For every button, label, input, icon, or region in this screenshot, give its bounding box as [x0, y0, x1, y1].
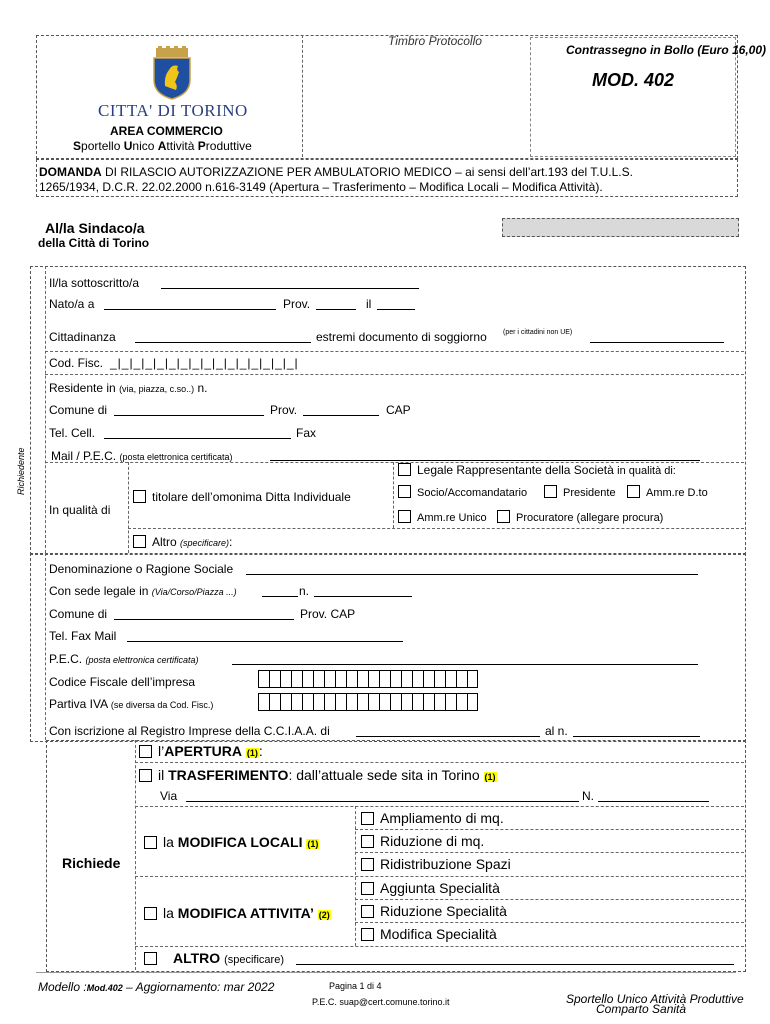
row-divider — [355, 899, 744, 900]
addressee-title: Al/la Sindaco/a — [45, 220, 145, 236]
row-divider — [45, 374, 744, 375]
richiedente-side-label: Richiedente — [16, 447, 26, 495]
apertura-checkbox[interactable] — [139, 745, 152, 758]
mod-number: MOD. 402 — [592, 70, 675, 90]
footer-pagina: Pagina 1 di 4 — [329, 981, 382, 991]
comune-label: Comune di — [49, 403, 108, 417]
birthdate-field[interactable] — [377, 309, 415, 310]
row-divider — [135, 806, 744, 807]
codfisc-field[interactable]: _|_|_|_|_|_|_|_|_|_|_|_|_|_|_|_| — [110, 356, 299, 370]
ridistribuzione-checkbox[interactable] — [361, 858, 374, 871]
registro-n-field[interactable] — [573, 736, 700, 737]
city-name: CITTA' DI TORINO — [98, 101, 248, 120]
contrassegno-label: Contrassegno in Bollo (Euro 16,00) — [566, 43, 767, 57]
piva-label: Partiva IVA (se diversa da Cod. Fisc.) — [49, 697, 214, 711]
footer-pec: P.E.C. suap@cert.comune.torino.it — [312, 997, 450, 1007]
sede-field[interactable] — [262, 596, 298, 597]
footer-comparto: Comparto Sanità — [596, 1002, 687, 1016]
estremi-label: estremi documento di soggiorno — [316, 330, 487, 344]
row-divider — [45, 351, 744, 352]
societa-comune-label: Comune di — [49, 607, 108, 621]
trasferimento-checkbox[interactable] — [139, 769, 152, 782]
societa-box — [30, 553, 746, 742]
prov2-field[interactable] — [303, 415, 379, 416]
estremi-note: (per i cittadini non UE) — [503, 329, 573, 336]
mail-field[interactable] — [270, 460, 700, 461]
ammredto-checkbox[interactable] — [627, 485, 640, 498]
row-divider — [128, 528, 744, 529]
ampliamento-option[interactable]: Ampliamento di mq. — [361, 810, 504, 826]
row-divider — [355, 829, 744, 830]
sede-label: Con sede legale in (Via/Corso/Piazza ...) — [49, 584, 237, 598]
fax-label: Fax — [296, 426, 317, 440]
modifica-locali-checkbox[interactable] — [144, 836, 157, 849]
richiede-altro-option[interactable]: ALTRO (specificare) — [144, 950, 284, 968]
piva-boxes[interactable] — [258, 693, 478, 711]
cittadinanza-label: Cittadinanza — [49, 330, 116, 344]
area-commercio: AREA COMMERCIO — [110, 124, 223, 138]
residente-label: Residente in (via, piazza, c.so..) n. — [49, 381, 208, 395]
apertura-option[interactable]: l’APERTURA (1): — [139, 743, 263, 761]
legale-option[interactable]: Legale Rappresentante della Società in qualità di: — [398, 463, 676, 478]
footer-suap: Sportello Unico Attività Produttive — [566, 992, 744, 1006]
socio-option[interactable]: Socio/Accomandatario — [398, 485, 527, 500]
comune-field[interactable] — [114, 415, 264, 416]
qualita-divider — [128, 462, 129, 553]
richiede-altro-checkbox[interactable] — [144, 952, 157, 965]
richiede-divider — [135, 740, 136, 970]
sottoscritto-field[interactable] — [161, 288, 419, 289]
il-label: il — [366, 297, 372, 311]
addressee-sub: della Città di Torino — [38, 236, 150, 250]
cf-boxes[interactable] — [258, 670, 478, 688]
riduzione-checkbox[interactable] — [361, 835, 374, 848]
denominazione-field[interactable] — [246, 574, 698, 575]
cittadinanza-field[interactable] — [135, 342, 311, 343]
richiedente-side-divider — [45, 266, 46, 553]
footer-rule — [36, 972, 736, 973]
nato-label: Nato/a a — [49, 297, 95, 311]
presidente-checkbox[interactable] — [544, 485, 557, 498]
trasf-n-label: N. — [582, 789, 594, 803]
sede-n-label: n. — [299, 584, 310, 598]
procuratore-checkbox[interactable] — [497, 510, 510, 523]
titolare-checkbox[interactable] — [133, 490, 146, 503]
header-divider — [302, 35, 303, 157]
protocol-field[interactable] — [502, 218, 739, 237]
prov-label: Prov. — [283, 297, 311, 311]
ammunico-checkbox[interactable] — [398, 510, 411, 523]
nato-field[interactable] — [104, 309, 276, 310]
codfisc-label: Cod. Fisc. — [49, 356, 104, 370]
registro-n-label: al n. — [545, 724, 568, 738]
prov-field[interactable] — [316, 309, 356, 310]
riduzione-option[interactable]: Riduzione di mq. — [361, 833, 484, 849]
legale-checkbox[interactable] — [398, 463, 411, 476]
modifica-locali-option[interactable]: la MODIFICA LOCALI (1) — [144, 834, 319, 852]
trasferimento-option[interactable]: il TRASFERIMENTO: dall’attuale sede sita in Torino (1) — [139, 767, 497, 785]
sottoscritto-label: Il/la sottoscritto/a — [49, 276, 140, 290]
qualita-divider — [393, 462, 394, 528]
richiede-altro-field[interactable] — [296, 964, 734, 965]
riduzione-spec-option[interactable]: Riduzione Specialità — [361, 903, 507, 919]
modifica-attivita-option[interactable]: la MODIFICA ATTIVITA’ (2) — [144, 905, 331, 923]
provcap-label: Prov. CAP — [300, 607, 356, 621]
row-divider — [355, 852, 744, 853]
torino-coat-of-arms — [150, 46, 194, 100]
modifica-spec-checkbox[interactable] — [361, 928, 374, 941]
cap-label: CAP — [386, 403, 411, 417]
domanda-line2: 1265/1934, D.C.R. 22.02.2000 n.616-3149 (Apertura – Trasferimento – Modifica Locali – Modifica Attività). — [39, 180, 603, 194]
altro-checkbox[interactable] — [133, 535, 146, 548]
ampliamento-checkbox[interactable] — [361, 812, 374, 825]
qualita-label: In qualità di — [49, 503, 111, 517]
aggiunta-option[interactable]: Aggiunta Specialità — [361, 880, 500, 896]
trasf-n-field[interactable] — [598, 801, 709, 802]
societa-comune-field[interactable] — [114, 619, 294, 620]
socio-checkbox[interactable] — [398, 485, 411, 498]
modifica-spec-option[interactable]: Modifica Specialità — [361, 926, 497, 942]
sede-n-field[interactable] — [314, 596, 412, 597]
telfax-field[interactable] — [127, 641, 403, 642]
societa-side-divider — [45, 553, 46, 740]
societa-pec-label: P.E.C. (posta elettronica certificata) — [49, 652, 199, 666]
row-divider — [135, 876, 744, 877]
timbro-label: Timbro Protocollo — [388, 34, 482, 48]
societa-pec-field[interactable] — [232, 664, 698, 665]
presidente-option[interactable]: Presidente — [544, 485, 616, 500]
prov2-label: Prov. — [270, 403, 298, 417]
trasf-via-field[interactable] — [186, 801, 579, 802]
estremi-field[interactable] — [590, 342, 724, 343]
procuratore-option[interactable]: Procuratore (allegare procura) — [497, 510, 663, 525]
tel-label: Tel. Cell. — [49, 426, 96, 440]
row-divider — [135, 762, 744, 763]
tel-field[interactable] — [104, 438, 291, 439]
footer-modello: Modello :Mod.402 – Aggiornamento: mar 2022 — [38, 980, 275, 994]
suap-title: Sportello Unico Attività Produttive — [73, 139, 252, 153]
modifica-attivita-checkbox[interactable] — [144, 907, 157, 920]
titolare-option[interactable]: titolare dell’omonima Ditta Individuale — [133, 490, 351, 504]
denominazione-label: Denominazione o Ragione Sociale — [49, 562, 234, 576]
registro-label: Con iscrizione al Registro Imprese della C.C.I.A.A. di — [49, 724, 330, 738]
mail-label: Mail / P.E.C. (posta elettronica certificata) — [51, 449, 233, 463]
trasf-via-label: Via — [160, 789, 178, 803]
registro-field[interactable] — [356, 736, 540, 737]
row-divider — [135, 946, 744, 947]
riduzione-spec-checkbox[interactable] — [361, 905, 374, 918]
ridistribuzione-option[interactable]: Ridistribuzione Spazi — [361, 856, 511, 872]
aggiunta-checkbox[interactable] — [361, 882, 374, 895]
ammredto-option[interactable]: Amm.re D.to — [627, 485, 708, 500]
altro-option[interactable]: Altro (specificare): — [133, 535, 232, 550]
domanda-line1: DOMANDA DI RILASCIO AUTORIZZAZIONE PER AMBULATORIO MEDICO – ai sensi dell’art.193 del T.U.L.S. — [39, 165, 633, 179]
cf-label: Codice Fiscale dell’impresa — [49, 675, 196, 689]
row-divider — [355, 922, 744, 923]
richiede-label: Richiede — [62, 855, 121, 871]
telfax-label: Tel. Fax Mail — [49, 629, 117, 643]
ammunico-option[interactable]: Amm.re Unico — [398, 510, 487, 525]
